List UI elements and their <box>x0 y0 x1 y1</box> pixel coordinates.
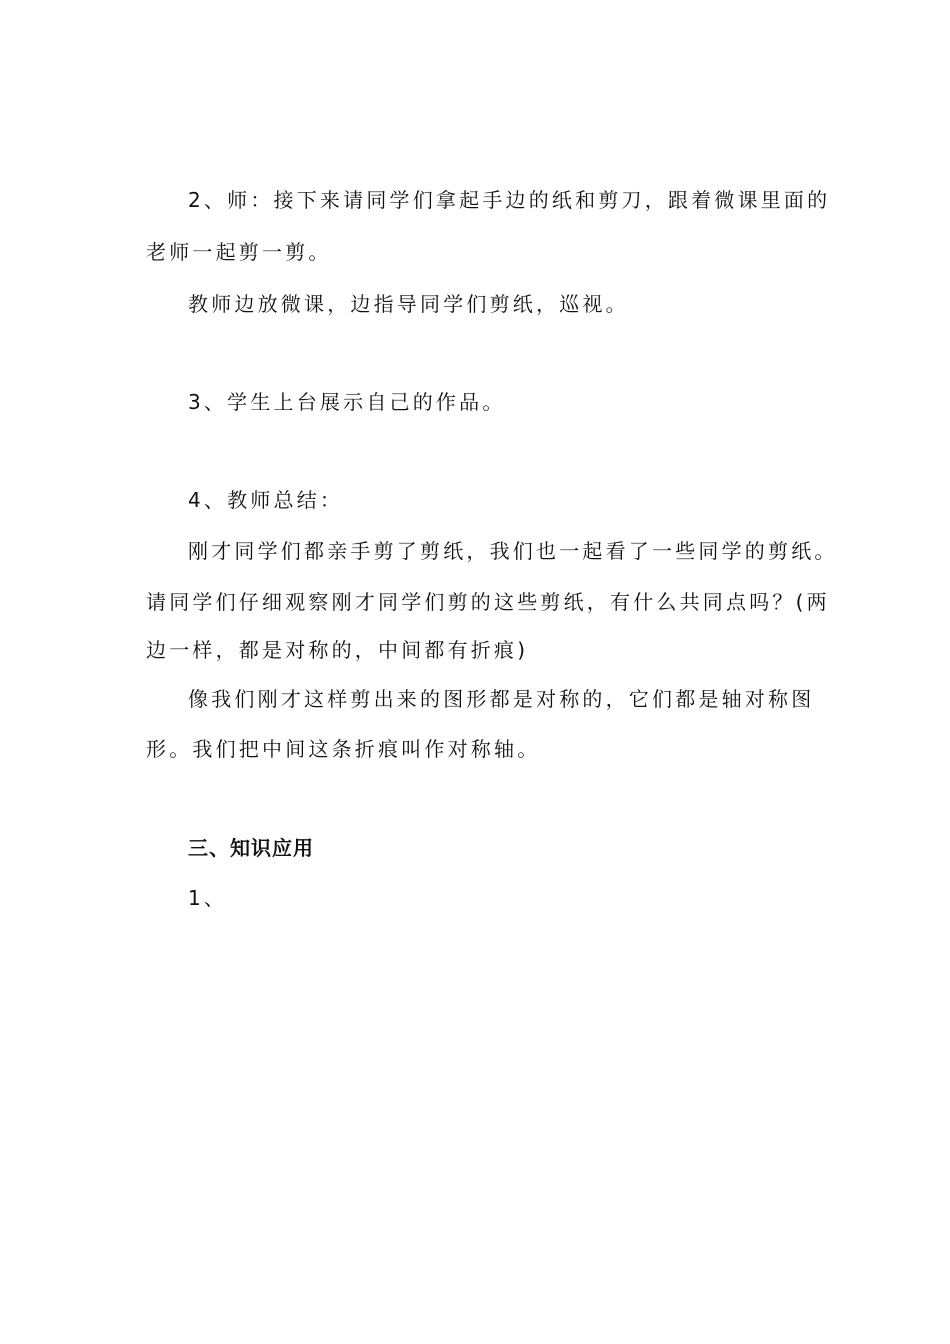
axis-paragraph-line-1: 像我们刚才这样剪出来的图形都是对称的，它们都是轴对称图 <box>188 687 815 711</box>
paragraph-3: 3、学生上台展示自己的作品。 <box>188 390 506 414</box>
summary-line-1: 刚才同学们都亲手剪了剪纸，我们也一起看了一些同学的剪纸。 <box>188 539 838 563</box>
paragraph-2-line-2: 老师一起剪一剪。 <box>146 240 332 264</box>
summary-line-2: 请同学们仔细观察刚才同学们剪的这些剪纸，有什么共同点吗？(两 <box>146 590 830 614</box>
paragraph-2-line-1: 2、师：接下来请同学们拿起手边的纸和剪刀，跟着微课里面的 <box>188 188 831 212</box>
summary-line-3: 边一样，都是对称的，中间都有折痕) <box>146 638 529 662</box>
axis-paragraph-line-2: 形。我们把中间这条折痕叫作对称轴。 <box>146 737 541 761</box>
paragraph-4-title: 4、教师总结： <box>188 488 344 512</box>
paragraph-teacher-guidance: 教师边放微课，边指导同学们剪纸，巡视。 <box>188 292 629 316</box>
section-heading: 三、知识应用 <box>188 836 314 860</box>
list-item-1: 1、 <box>188 886 228 910</box>
